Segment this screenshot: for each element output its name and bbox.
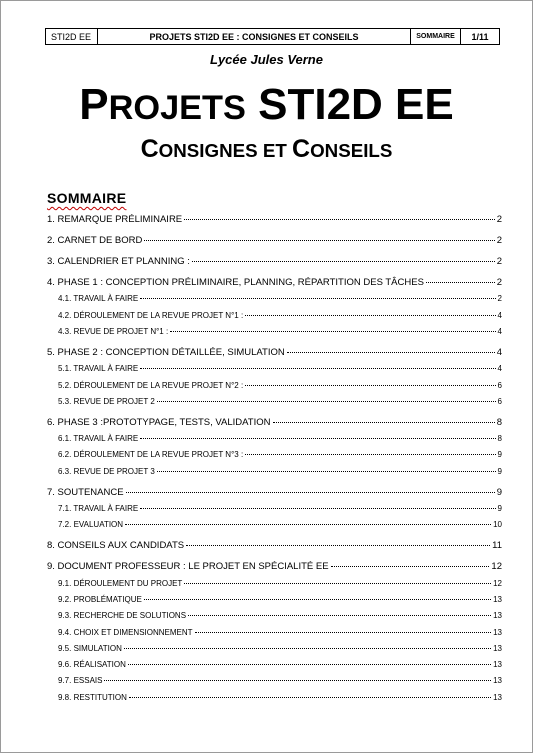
toc-entry[interactable] (47, 539, 502, 552)
toc-entry-page: 6 (497, 396, 502, 406)
toc-leader-dots (144, 599, 491, 600)
toc-entry[interactable] (47, 276, 502, 289)
toc-entry-page: 13 (493, 660, 502, 670)
subtitle-smallcaps-2: ONSEILS (310, 140, 393, 161)
header-title: PROJETS STI2D EE : CONSIGNES ET CONSEILS (98, 29, 411, 44)
toc-leader-dots (170, 331, 495, 332)
toc-entry-title: 2. CARNET DE BORD (47, 235, 143, 246)
toc-entry-title: 6.1. TRAVAIL À FAIRE (58, 434, 139, 444)
toc-entry-title: 3. CALENDRIER ET PLANNING : (47, 256, 190, 267)
toc-leader-dots (245, 454, 495, 455)
toc-entry[interactable] (58, 518, 502, 531)
toc-entry-title: 9.8. RESTITUTION (58, 692, 127, 702)
toc-entry-title: 6.3. REVUE DE PROJET 3 (58, 466, 155, 476)
toc-entry-page: 9 (497, 450, 502, 460)
subtitle-initial-1: C (140, 135, 159, 163)
toc-entry[interactable] (58, 362, 502, 375)
toc-entry-page: 4 (496, 346, 502, 358)
toc-leader-dots (140, 508, 495, 509)
toc-entry[interactable] (58, 593, 502, 606)
toc-entry[interactable] (58, 465, 502, 478)
toc-entry[interactable] (58, 432, 502, 445)
toc-entry-page: 8 (497, 434, 502, 444)
toc-entry-page: 9 (497, 504, 502, 513)
toc-entry-title: 5.1. TRAVAIL À FAIRE (58, 364, 139, 374)
toc-entry-title: 4.2. DÉROULEMENT DE LA REVUE PROJET N°1 : (58, 310, 244, 320)
title-initial: P (79, 80, 109, 129)
toc-entry[interactable] (58, 674, 502, 687)
toc-leader-dots (287, 352, 495, 353)
toc-leader-dots (331, 566, 490, 567)
toc-entry-title: 9.4. CHOIX ET DIMENSIONNEMENT (58, 627, 193, 637)
toc-entry-page: 12 (491, 561, 502, 573)
toc-entry[interactable] (58, 658, 502, 671)
toc-leader-dots (186, 545, 490, 546)
toc-entry-page: 2 (496, 214, 502, 225)
toc-entry-page: 12 (493, 578, 502, 588)
header-code: STI2D EE (46, 29, 98, 44)
toc-entry[interactable] (47, 255, 502, 268)
toc-entry-page: 4 (497, 310, 502, 320)
toc-entry[interactable] (47, 560, 502, 573)
toc-leader-dots (104, 680, 491, 681)
toc-leader-dots (157, 471, 496, 472)
toc-entry-title: 7. SOUTENANCE (47, 486, 124, 498)
toc-leader-dots (125, 524, 491, 525)
toc-entry[interactable] (58, 626, 502, 639)
toc-entry[interactable] (47, 213, 502, 226)
toc-entry-page: 13 (493, 594, 502, 604)
toc-leader-dots (157, 401, 496, 402)
toc-entry[interactable] (47, 416, 502, 429)
toc-heading: SOMMAIRE (47, 190, 127, 206)
toc-leader-dots (128, 664, 491, 665)
toc-entry-page: 6 (497, 380, 502, 390)
toc-entry-page: 11 (492, 540, 502, 552)
toc-leader-dots (245, 315, 495, 316)
toc-entry[interactable] (58, 691, 502, 704)
toc-entry[interactable] (58, 379, 502, 392)
toc-leader-dots (273, 422, 495, 423)
toc-entry-page: 4 (497, 364, 502, 374)
toc-entry-title: 9.7. ESSAIS (58, 676, 103, 686)
toc-entry-title: 7.1. TRAVAIL À FAIRE (58, 504, 139, 513)
school-name: Lycée Jules Verne (210, 52, 323, 67)
page-header (45, 28, 500, 45)
toc-entry-page: 13 (493, 643, 502, 653)
toc-leader-dots (126, 492, 495, 493)
toc-entry-title: 1. REMARQUE PRÉLIMINAIRE (47, 214, 183, 225)
toc-entry-title: 9.5. SIMULATION (58, 643, 122, 653)
toc-entry-title: 9.2. PROBLÉMATIQUE (58, 594, 142, 604)
toc-entry-title: 9.6. RÉALISATION (58, 660, 126, 670)
toc-leader-dots (245, 385, 495, 386)
title-tail: STI2D EE (245, 80, 454, 129)
toc-leader-dots (140, 298, 495, 299)
toc-entry-title: 5.3. REVUE DE PROJET 2 (58, 396, 155, 406)
toc-entry-page: 2 (497, 294, 502, 304)
header-page-number: 1/11 (471, 31, 489, 42)
toc-entry-page: 9 (497, 466, 502, 476)
toc-leader-dots (184, 219, 495, 220)
toc-leader-dots (129, 697, 491, 698)
toc-entry-title: 6.2. DÉROULEMENT DE LA REVUE PROJET N°3 : (58, 450, 244, 460)
toc-entry-page: 13 (493, 611, 502, 621)
toc-entry[interactable] (58, 502, 502, 515)
document-title (0, 80, 533, 133)
toc-entry-title: 9.1. DÉROULEMENT DU PROJET (58, 578, 183, 588)
toc-entry-page: 8 (496, 416, 502, 428)
toc-entry[interactable] (47, 234, 502, 247)
toc-entry-title: 6. PHASE 3 :PROTOTYPAGE, TESTS, VALIDATION (47, 416, 271, 428)
toc-leader-dots (144, 240, 494, 241)
toc-entry[interactable] (58, 395, 502, 408)
title-smallcaps: ROJETS (108, 89, 246, 127)
toc-entry[interactable] (58, 309, 502, 322)
toc-leader-dots (124, 648, 491, 649)
toc-entry-page: 13 (493, 692, 502, 702)
toc-entry[interactable] (58, 292, 502, 305)
toc-leader-dots (195, 632, 492, 633)
toc-entry-title: 7.2. EVALUATION (58, 520, 124, 530)
toc-entry[interactable] (58, 609, 502, 622)
toc-entry-page: 13 (493, 676, 502, 686)
toc-entry-title: 4.3. REVUE DE PROJET N°1 : (58, 326, 169, 336)
toc-entry[interactable] (47, 486, 502, 499)
toc-entry[interactable] (58, 642, 502, 655)
toc-entry[interactable] (58, 325, 502, 338)
toc-entry-page: 10 (493, 520, 502, 530)
toc-leader-dots (140, 438, 495, 439)
toc-entry-page: 2 (496, 256, 502, 267)
toc-entry-title: 9. DOCUMENT PROFESSEUR : LE PROJET EN SPÉCIALITÉ EE (47, 561, 329, 573)
toc-entry-title: 9.3. RECHERCHE DE SOLUTIONS (58, 611, 187, 621)
toc-entry-page: 2 (496, 235, 502, 246)
toc-leader-dots (188, 615, 491, 616)
toc-leader-dots (192, 261, 495, 262)
subtitle-initial-2: C (292, 135, 311, 163)
header-section: SOMMAIRE (411, 29, 461, 44)
toc-leader-dots (140, 368, 495, 369)
document-subtitle (0, 133, 533, 167)
toc-entry-title: 5.2. DÉROULEMENT DE LA REVUE PROJET N°2 : (58, 380, 244, 390)
toc-entry-title: 5. PHASE 2 : CONCEPTION DÉTAILLÉE, SIMULATION (47, 346, 285, 358)
subtitle-smallcaps-1: ONSIGNES ET (158, 140, 293, 161)
toc-leader-dots (184, 583, 491, 584)
toc-entry[interactable] (58, 448, 502, 461)
toc-leader-dots (426, 282, 495, 283)
toc-entry-title: 4.1. TRAVAIL À FAIRE (58, 294, 139, 304)
toc-entry[interactable] (47, 346, 502, 359)
toc-entry-page: 9 (496, 486, 502, 498)
toc-entry-page: 2 (496, 277, 502, 288)
toc-entry[interactable] (58, 577, 502, 590)
toc-entry-page: 4 (497, 326, 502, 336)
toc-entry-page: 13 (493, 627, 502, 637)
toc-entry-title: 4. PHASE 1 : CONCEPTION PRÉLIMINAIRE, PLANNING, RÉPARTITION DES TÂCHES (47, 277, 424, 288)
toc-entry-title: 8. CONSEILS AUX CANDIDATS (47, 540, 185, 552)
